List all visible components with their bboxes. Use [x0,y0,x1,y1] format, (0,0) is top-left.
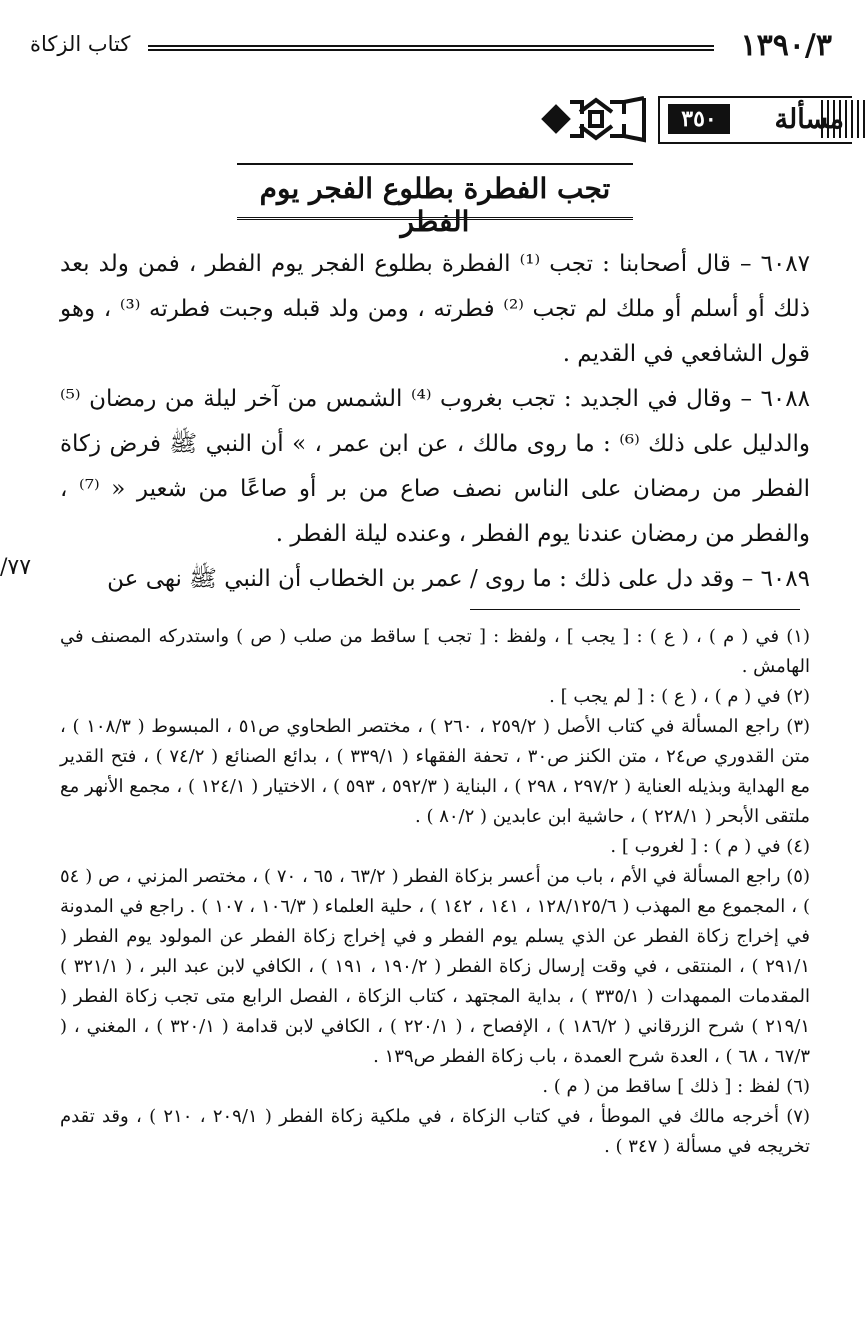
masala-number: ٣٥٠ [668,104,730,134]
masala-label: مسألة [774,104,844,135]
footnote-3: (٣) راجع المسألة في كتاب الأصل ( ٢٥٩/٢ ، ٢٦٠ ) ، مختصر الطحاوي ص٥١ ، المبسوط ( ١٠٨/٣ ) ، متن القدوري ص٢٤ ، متن الكنز ص٣٠ ، تحفة الفقهاء ( ٣٣٩/١ ) ، بدائع الصنائع ( ٧٤/٢ ) ، فتح القدير مع الهداية وبذيله العناية ( ٢٩٧/٢ ، ٢٩٨ ) ، البناية ( ٥٩٢/٣ ، ٥٩٣ ) ، الاختيار ( ١٢٤/١ ) ، مجمع الأنهر مع ملتقى الأبحر ( ٢٢٨/١ ) ، حاشية ابن عابدين ( ٨٠/٢ ) . [60,716,811,827]
footnote-rule [470,609,800,610]
footnote-7: (٧) أخرجه مالك في الموطأ ، في كتاب الزكاة ، في ملكية زكاة الفطر ( ٢٠٩/١ ، ٢١٠ ) ، وقد تقدم تخريجه في مسألة ( ٣٤٧ ) . [60,1106,810,1157]
footnote-2: (٢) في ( م ) ، ( ع ) : [ لم يجب ] . [549,686,810,707]
running-header [30,28,832,64]
footnote-1: (١) في ( م ) ، ( ع ) : [ يجب ] ، ولفظ : [ تجب ] ساقط من صلب ( ص ) واستدركه المصنف في الهامش . [60,626,810,677]
header-rule [148,45,714,51]
ornament-icon [540,94,650,144]
masala-banner [540,90,867,146]
paragraph-6088: ٦٠٨٨ – وقال في الجديد : تجب بغروب ⁽⁴⁾ الشمس من آخر ليلة من رمضان ⁽⁵⁾ والدليل على ذلك ⁽⁶⁾ : ما روى مالك ، عن ابن عمر ، » أن النبي ﷺ فرض زكاة الفطر من رمضان على الناس نصف صاع من بر أو صاعًا من شعير « ⁽⁷⁾ ، والفطر من رمضان عندنا يوم الفطر ، وعنده ليلة الفطر . [60,386,811,547]
page-number: ١٣٩٠/٣ [740,28,832,63]
footnotes [60,622,810,1162]
title-rule-top [237,163,633,165]
footnote-5: (٥) راجع المسألة في الأم ، باب من أعسر بزكاة الفطر ( ٦٣/٢ ، ٦٥ ، ٧٠ ) ، مختصر المزني ، ص ( ٥٤ ) ، المجموع مع المهذب ( ١٢٨/١٢٥/٦ ، ١٤١ ، ١٤٢ ) ، حلية العلماء ( ١٠٦/٣ ، ١٠٧ ) . راجع في المدونة في إخراج زكاة الفطر عن الذي يسلم يوم الفطر و في إخراج زكاة الفطر عن المولود يوم الفطر ( ٢٩١/١ ) ، المنتقى ، في وقت إرسال زكاة الفطر ( ١٩٠/٢ ، ١٩١ ) ، الكافي لابن عبد البر ، ( ٣٢١/١ ) المقدمات الممهدات ( ٣٣٥/١ ) ، بداية المجتهد ، كتاب الزكاة ، الفصل الرابع متى تجب زكاة الفطر ( ٢١٩/١ ) شرح الزرقاني ( ١٨٦/٢ ) ، الإفصاح ، ( ٢٢٠/١ ) ، الكافي لابن قدامة ( ٣٢٠/١ ) ، المغني ، ( ٦٧/٣ ، ٦٨ ) ، العدة شرح العمدة ، باب زكاة الفطر ص١٣٩ . [60,866,811,1067]
body-text [60,242,810,602]
footnote-6: (٦) لفظ : [ ذلك ] ساقط من ( م ) . [542,1076,810,1097]
footnote-4: (٤) في ( م ) : [ لغروب ] . [610,836,810,857]
paragraph-6089: ٦٠٨٩ – وقد دل على ذلك : ما روى / عمر بن الخطاب أن النبي ﷺ نهى عن [107,566,810,592]
issue-title: تجب الفطرة بطلوع الفجر يوم الفطر [259,172,611,238]
margin-reference: /٧٧ [0,555,32,580]
title-rule-bottom [237,217,633,222]
book-title: كتاب الزكاة [30,32,131,56]
paragraph-6087: ٦٠٨٧ – قال أصحابنا : تجب ⁽¹⁾ الفطرة بطلوع الفجر يوم الفطر ، فمن ولد بعد ذلك أو أسلم أو ملك لم تجب ⁽²⁾ فطرته ، ومن ولد قبله وجبت فطرته ⁽³⁾ ، وهو قول الشافعي في القديم . [60,251,811,367]
bars-ornament-icon [819,96,867,142]
